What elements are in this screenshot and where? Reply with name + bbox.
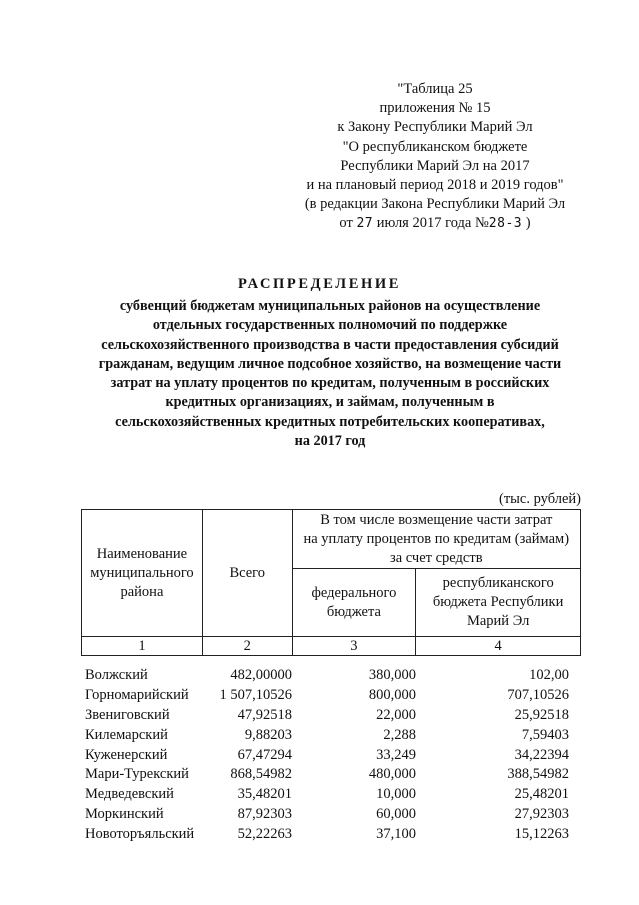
federal-value: 800,000: [368, 686, 416, 703]
table-row: [81, 746, 581, 766]
table-row: [81, 825, 581, 845]
col-number: 1: [82, 637, 203, 656]
subtitle-line: кредитных организациях, и займам, полученным в: [165, 394, 495, 411]
col-header-republic: [416, 569, 581, 637]
republic-value: 15,12263: [514, 826, 569, 843]
republic-value: 25,92518: [514, 706, 569, 723]
col-header-name-line: муниципального: [90, 564, 194, 581]
total-value: 1 507,10526: [219, 686, 292, 703]
col-header-group-line: В том числе возмещение части затрат: [320, 511, 553, 528]
header-line: к Закону Республики Марий Эл: [337, 119, 533, 136]
republic-value: 388,54982: [507, 766, 569, 783]
header-line: "Таблица 25: [397, 81, 473, 97]
republic-value: 34,22394: [514, 746, 569, 763]
district-name: Килемарский: [85, 726, 168, 743]
edition-suffix: ): [525, 215, 531, 232]
subtitle-line: отдельных государственных полномочий по поддержке: [152, 317, 508, 334]
header-line: "О республиканском бюджете: [342, 138, 528, 155]
total-value: 67,47294: [237, 746, 292, 763]
federal-value: 60,000: [376, 806, 416, 823]
col-header-republic-line: республиканского: [442, 575, 554, 592]
total-value: 482,00000: [230, 667, 292, 683]
col-header-name: [82, 510, 203, 637]
table-body: [81, 666, 581, 845]
republic-value: 25,48201: [514, 786, 569, 803]
subtitle-line: сельскохозяйственных кредитных потребительских кооперативах,: [115, 413, 545, 430]
subtitle-line: субвенций бюджетам муниципальных районов на осуществление: [119, 298, 541, 314]
total-value: 47,92518: [237, 706, 292, 723]
total-value: 52,22263: [237, 826, 292, 843]
district-name: Мари-Турекский: [85, 766, 189, 783]
col-number: 4: [416, 637, 581, 656]
units-label: (тыс. рублей): [499, 491, 581, 507]
col-header-name-line: района: [120, 583, 164, 600]
table-row: [81, 785, 581, 805]
table-row: [81, 666, 581, 686]
republic-value: 7,59403: [521, 726, 569, 743]
republic-value: 707,10526: [507, 686, 569, 703]
edition-middle: июля 2017 года №: [376, 215, 489, 232]
col-header-federal-line: бюджета: [326, 603, 381, 620]
total-value: 868,54982: [230, 766, 292, 783]
edition-prefix: от: [339, 215, 353, 232]
edition-number: 28-З: [488, 216, 523, 232]
subtitle-line: на 2017 год: [294, 433, 366, 450]
header-line: Республики Марий Эл на 2017: [340, 157, 530, 174]
federal-value: 10,000: [376, 786, 416, 803]
header-block: [280, 80, 590, 234]
district-name: Моркинский: [85, 806, 164, 823]
col-header-republic-line: бюджета Республики: [432, 594, 564, 611]
district-name: Куженерский: [85, 746, 168, 763]
district-name: Медведевский: [85, 786, 174, 803]
header-line: приложения № 15: [379, 100, 491, 117]
col-header-group: [292, 510, 580, 569]
district-name: Горномарийский: [85, 686, 189, 703]
edition-line: [280, 214, 590, 233]
district-name: Звениговский: [85, 706, 170, 723]
col-number: 2: [202, 637, 292, 656]
total-value: 35,48201: [237, 786, 292, 803]
republic-value: 27,92303: [514, 806, 569, 823]
subtitle-line: сельскохозяйственного производства в части предоставления субсидий: [101, 336, 559, 353]
subtitle-line: затрат на уплату процентов по кредитам, полученным в российских: [110, 375, 550, 392]
table-row: [81, 726, 581, 746]
republic-value: 102,00: [529, 667, 569, 683]
total-value: 87,92303: [237, 806, 292, 823]
col-header-republic-line: Марий Эл: [466, 613, 530, 630]
col-header-group-line: за счет средств: [389, 549, 483, 566]
federal-value: 380,000: [368, 667, 416, 683]
federal-value: 2,288: [383, 726, 416, 743]
district-name: Новоторъяльский: [85, 826, 195, 843]
subtitle-line: гражданам, ведущим личное подсобное хозяйство, на возмещение части: [98, 355, 562, 372]
table-row: [81, 805, 581, 825]
edition-day: 27: [356, 216, 374, 232]
document-title: РАСПРЕДЕЛЕНИЕ: [238, 276, 401, 292]
col-number: 3: [292, 637, 416, 656]
header-line: (в редакции Закона Республики Марий Эл: [304, 196, 566, 213]
district-name: Волжский: [85, 667, 148, 683]
document-subtitle: [60, 297, 600, 451]
table-row: [81, 706, 581, 726]
header-line: и на плановый период 2018 и 2019 годов": [306, 177, 564, 194]
col-header-total: Всего: [202, 510, 292, 637]
table-header: [81, 509, 581, 656]
federal-value: 33,249: [376, 746, 416, 763]
table-row: [81, 686, 581, 706]
col-header-federal-line: федерального: [311, 584, 397, 601]
federal-value: 37,100: [376, 826, 416, 843]
federal-value: 480,000: [368, 766, 416, 783]
federal-value: 22,000: [376, 706, 416, 723]
col-header-name-line: Наименование: [96, 545, 188, 562]
col-header-federal: [292, 569, 416, 637]
col-header-group-line: на уплату процентов по кредитам (займам): [303, 530, 570, 547]
table-row: [81, 765, 581, 785]
total-value: 9,88203: [244, 726, 292, 743]
